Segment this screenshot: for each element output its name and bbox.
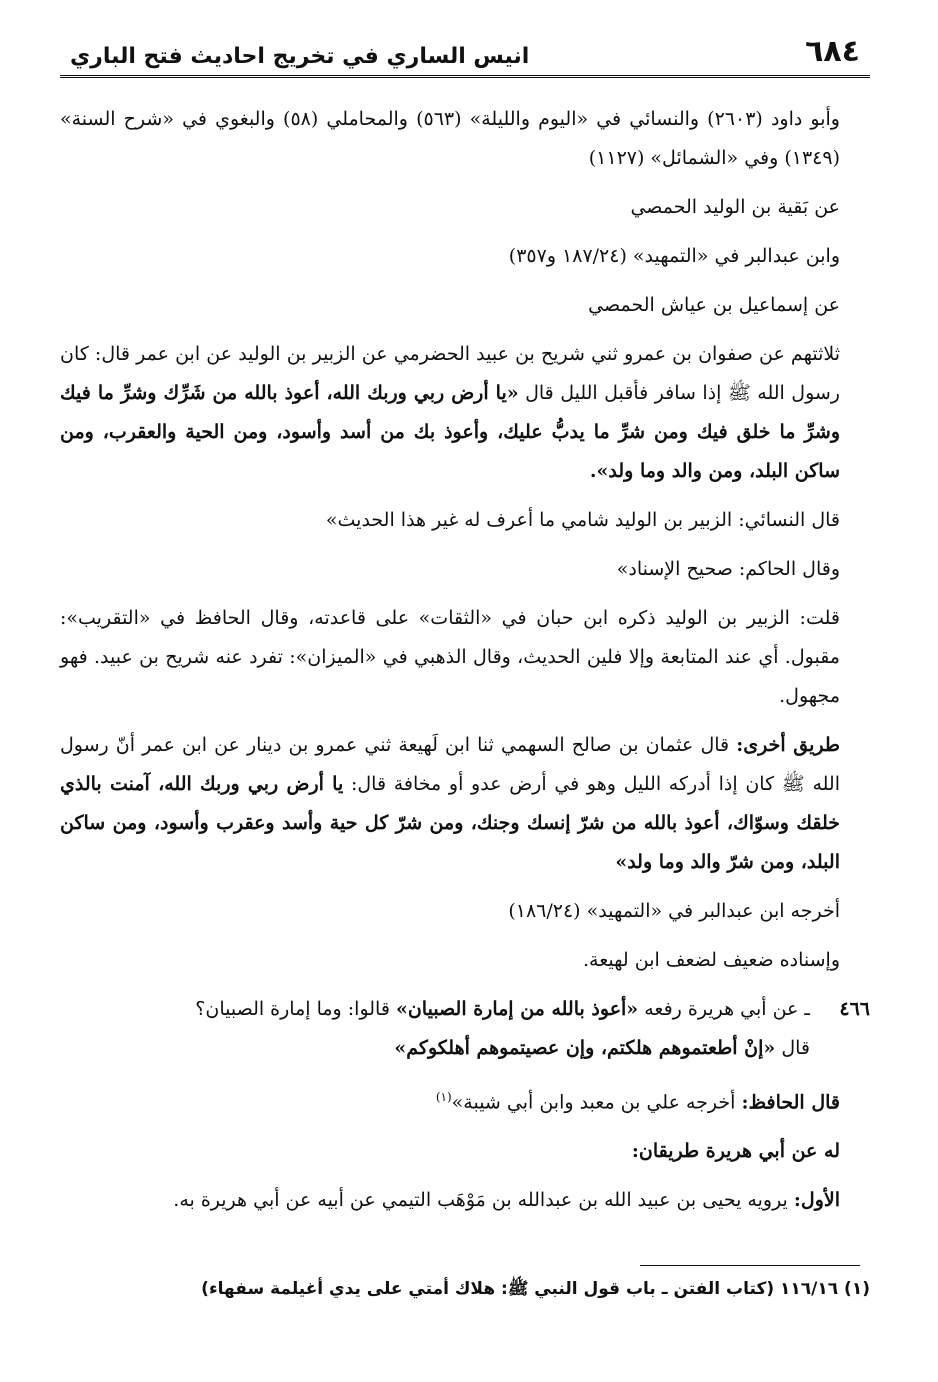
page-number: ٦٨٤ <box>805 34 860 69</box>
paragraph <box>60 335 870 491</box>
paragraph: قال النسائي: الزبير بن الوليد شامي ما أعرف له غير هذا الحديث» <box>325 509 840 531</box>
paragraph <box>60 1181 870 1220</box>
item-question: قالوا: وما إمارة الصبيان؟ <box>195 998 396 1020</box>
hadith-text: يا أرض ربي وربك الله، آمنت بالذي خلقك وسوّاك، أعوذ بالله من شرّ إنسك وجنك، ومن شرّ كل حية وأسد وعقرب وأسود، ومن ساكن البلد، ومن شرّ والد وما ولد» <box>60 773 840 873</box>
section-label: طريق أخرى: <box>736 734 841 756</box>
paragraph: عن بَقية بن الوليد الحمصي <box>630 196 840 218</box>
item-reply-intro: قال <box>775 1037 810 1059</box>
item-text <box>60 990 810 1068</box>
paragraph: أخرجه ابن عبدالبر في «التمهيد» (١٨٦/٢٤) <box>508 900 840 922</box>
footnote-divider <box>640 1265 860 1266</box>
footnote: (١) ١١٦/١٦ (كتاب الفتن ـ باب قول النبي ﷺ: هلاك أمتي على يدي أغيلمة سفهاء) <box>201 1279 870 1299</box>
hadith-text: «أعوذ بالله من إمارة الصبيان» <box>395 998 639 1020</box>
paragraph: وقال الحاكم: صحيح الإسناد» <box>616 558 840 580</box>
paragraph: له عن أبي هريرة طريقان: <box>631 1140 840 1163</box>
section-label: الأول: <box>793 1189 840 1212</box>
hadith-text: «يا أرض ربي وربك الله، أعوذ بالله من شَرِّك وشرِّ ما فيك وشرِّ ما خلق فيك ومن شرِّ ما يدبُّ عليك، وأعوذ بك من أسد وأسود، ومن الحية والعقرب، ومن ساكن البلد، ومن والد وما ولد». <box>60 382 840 482</box>
book-title: انيس الساري في تخريج احاديث فتح الباري <box>70 44 530 69</box>
hadith-chain: ثلاثتهم عن صفوان بن عمرو ثني شريح بن عبيد الحضرمي عن الزبير بن الوليد عن ابن عمر قال: كان رسول الله ﷺ إذا سافر فأقبل الليل قال <box>60 343 840 404</box>
paragraph <box>60 1078 870 1122</box>
paragraph: وأبو داود (٢٦٠٣) والنسائي في «اليوم والليلة» (٥٦٣) والمحاملي (٥٨) والبغوي في «شرح السنة» (١٣٤٩) وفي «الشمائل» (١١٢٧) <box>60 108 840 169</box>
hadith-chain: قال عثمان بن صالح السهمي ثنا ابن لَهيعة ثني عمرو بن دينار عن ابن عمر أنّ رسول الله ﷺ كان إذا أدركه الليل وهو في أرض عدو أو مخافة قال: <box>60 734 840 795</box>
page <box>60 28 870 1230</box>
item-intro: ـ عن أبي هريرة رفعه <box>638 998 810 1020</box>
paragraph-text: يرويه يحيى بن عبيد الله بن عبدالله بن مَوْهَب التيمي عن أبيه عن أبي هريرة به. <box>173 1189 794 1212</box>
paragraph: وإسناده ضعيف لضعف ابن لهيعة. <box>583 949 840 971</box>
numbered-item <box>60 990 870 1068</box>
paragraph: عن إسماعيل بن عياش الحمصي <box>588 294 840 316</box>
paragraph-text: أخرجه علي بن معبد وابن أبي شيبة» <box>451 1091 742 1114</box>
section-label: قال الحافظ: <box>741 1091 840 1114</box>
item-number: ٤٦٦ <box>839 998 870 1020</box>
footnote-marker: (١) <box>435 1090 452 1104</box>
page-body <box>60 78 870 1220</box>
page-header <box>60 28 870 78</box>
paragraph <box>60 726 870 882</box>
paragraph: قلت: الزبير بن الوليد ذكره ابن حبان في «الثقات» على قاعدته، وقال الحافظ في «التقريب»: مقبول. أي عند المتابعة وإلا فلين الحديث، وقال الذهبي في «الميزان»: تفرد عنه شريح بن عبيد. فهو مجهول. <box>60 607 840 707</box>
hadith-text: «إنْ أطعتموهم هلكتم، وإن عصيتموهم أهلكوكم» <box>394 1037 776 1059</box>
paragraph: وابن عبدالبر في «التمهيد» (١٨٧/٢٤ و٣٥٧) <box>508 245 840 267</box>
